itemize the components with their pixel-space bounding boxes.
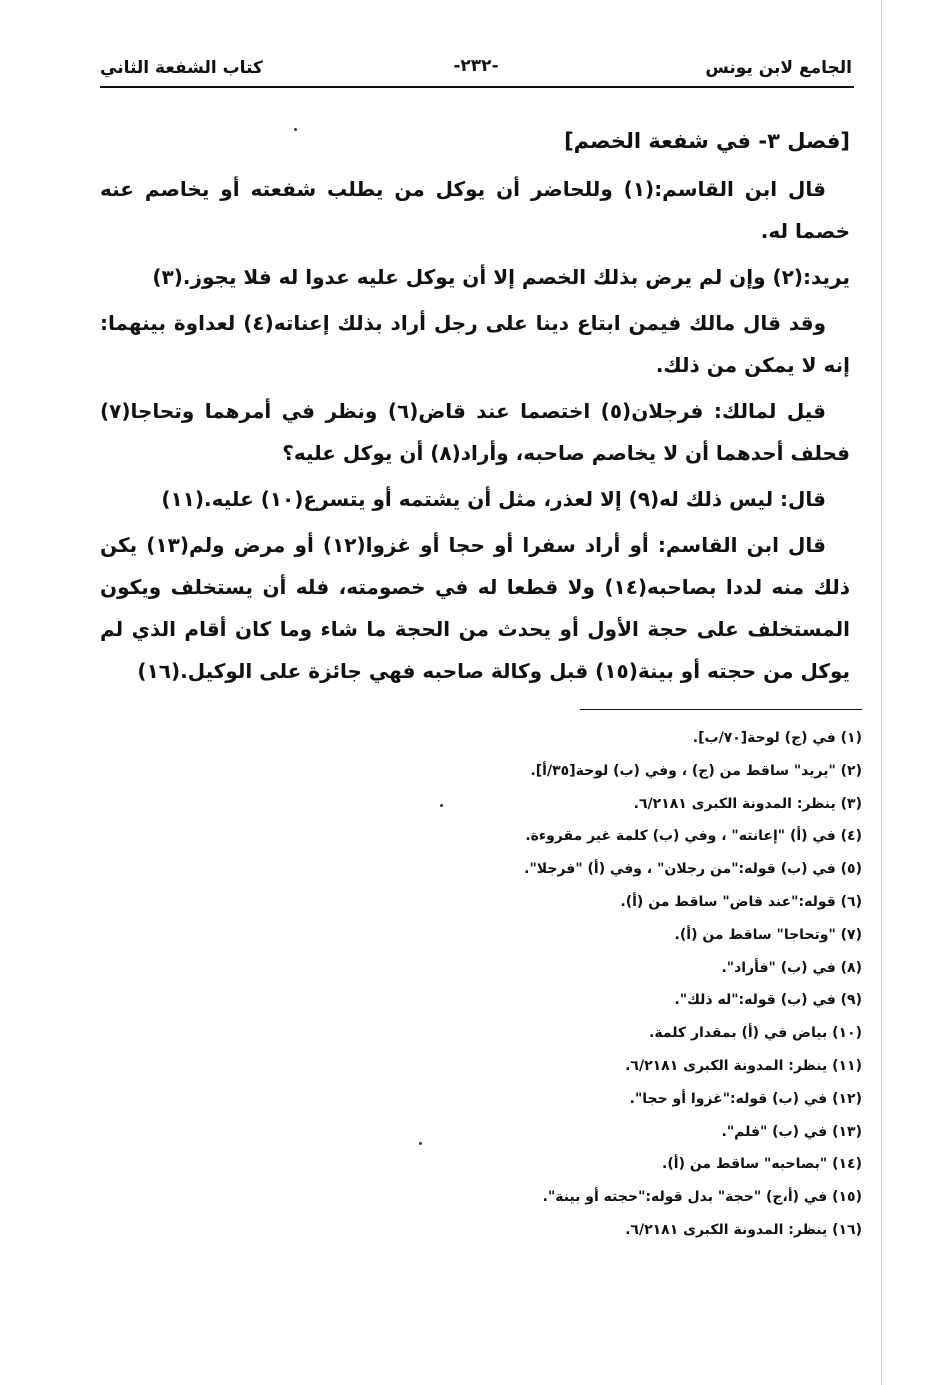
main-text <box>100 120 850 696</box>
footnote-item: (٨) في (ب) "فأراد". <box>721 959 862 976</box>
page-header <box>100 52 852 84</box>
header-chapter-title: كتاب الشفعة الثاني <box>100 58 263 78</box>
footnote-item: (٣) ينظر: المدونة الكبرى ٦/٢١٨١. <box>633 795 862 812</box>
footnote-item: (٧) "وتحاجا" ساقط من (أ). <box>674 926 862 943</box>
page-number: -٢٣٢- <box>453 56 499 76</box>
footnote-item: (٦) قوله:"عند قاض" ساقط من (أ). <box>620 893 862 910</box>
footnote-separator <box>580 709 862 710</box>
footnote-item: (٤) في (أ) "إعانته" ، وفي (ب) كلمة غير مقروءة. <box>525 828 862 845</box>
paragraph: قال: ليس ذلك له(٩) إلا لعذر، مثل أن يشتمه أو يتسرع(١٠) عليه.(١١) <box>161 487 826 511</box>
footnote-item: (١٥) في (أ،ج) "حجة" بدل قوله:"حجته أو بينة". <box>542 1189 862 1206</box>
header-rule <box>100 86 854 88</box>
footnote-item: (١٢) في (ب) قوله:"غزوا أو حجا". <box>629 1090 862 1107</box>
scan-speck <box>440 804 443 807</box>
paragraph: قال ابن القاسم: أو أراد سفرا أو حجا أو غزوا(١٢) أو مرض ولم(١٣) يكن ذلك منه لددا بصاحبه(١٤) ولا قطعا له في خصومته، فله أن يستخلف ويكون المستخلف على حجة الأول أو يحدث من الحجة ما شاء وما كان أقام الذي لم يوكل من حجته أو بينة(١٥) قبل وكالة صاحبه فهي جائزة على الوكيل.(١٦) <box>100 533 851 683</box>
footnote-item: (٢) "يريد" ساقط من (ج) ، وفي (ب) لوحة[٣٥/أ]. <box>530 762 862 779</box>
footnote-item: (١٣) في (ب) "فلم". <box>721 1123 862 1140</box>
paragraph: قال ابن القاسم:(١) وللحاضر أن يوكل من يطلب شفعته أو يخاصم عنه خصما له. <box>100 177 850 243</box>
paragraph: قيل لمالك: فرجلان(٥) اختصما عند قاض(٦) ونظر في أمرهما وتحاجا(٧) فحلف أحدهما أن لا يخاصم صاحبه، وأراد(٨) أن يوكل عليه؟ <box>100 399 850 465</box>
footnote-item: (١٦) ينظر: المدونة الكبرى ٦/٢١٨١. <box>625 1221 862 1238</box>
scan-speck <box>294 128 297 131</box>
header-book-title: الجامع لابن يونس <box>705 58 852 78</box>
section-title: [فصل ٣- في شفعة الخصم] <box>564 129 850 153</box>
paragraph: يريد:(٢) وإن لم يرض بذلك الخصم إلا أن يوكل عليه عدوا له فلا يجوز.(٣) <box>152 265 850 289</box>
page-edge-line <box>881 0 882 1385</box>
footnote-item: (١) في (ج) لوحة[٧٠/ب]. <box>692 730 862 746</box>
footnote-item: (٩) في (ب) قوله:"له ذلك". <box>674 992 862 1009</box>
footnotes <box>302 722 862 1247</box>
footnote-item: (١٠) بياض في (أ) بمقدار كلمة. <box>649 1025 862 1042</box>
footnote-item: (١٤) "بصاحبه" ساقط من (أ). <box>662 1156 862 1173</box>
footnote-item: (١١) ينظر: المدونة الكبرى ٦/٢١٨١. <box>625 1057 862 1074</box>
scan-speck <box>419 1142 422 1145</box>
paragraph: وقد قال مالك فيمن ابتاع دينا على رجل أراد بذلك إعناته(٤) لعداوة بينهما: إنه لا يمكن من ذلك. <box>100 311 850 377</box>
footnote-item: (٥) في (ب) قوله:"من رجلان" ، وفي (أ) "فرجلا". <box>524 861 862 878</box>
